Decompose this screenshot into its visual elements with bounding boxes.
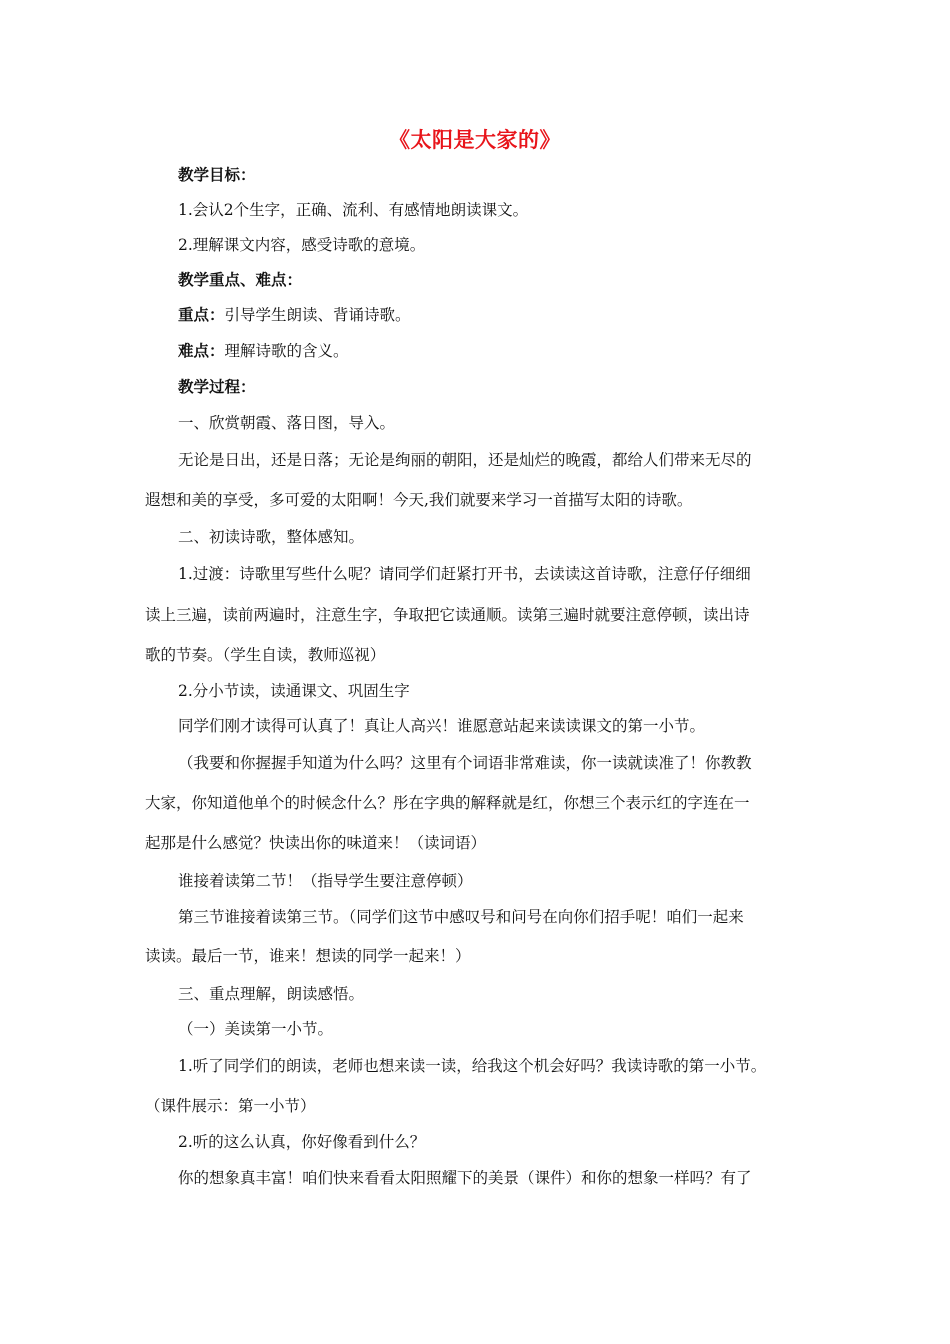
paragraph-line: 一、欣赏朝霞、落日图，导入。 [178,414,396,432]
paragraph-line: 同学们刚才读得可认真了！真让人高兴！谁愿意站起来读读课文的第一小节。 [178,717,706,735]
paragraph-line: 三、重点理解，朗读感悟。 [178,985,365,1003]
key-point-label: 重点： [178,306,225,324]
paragraph-line: 1.过渡：诗歌里写些什么呢？请同学们赶紧打开书，去读读这首诗歌，注意仔仔细细 [178,565,751,583]
paragraph-line: 你的想象真丰富！咱们快来看看太阳照耀下的美景（课件）和你的想象一样吗？有了 [178,1169,752,1187]
paragraph-line: 读读。最后一节，谁来！想读的同学一起来！） [145,947,471,965]
paragraph-line: 1.会认2个生字，正确、流利、有感情地朗读课文。 [178,201,529,219]
paragraph-line: 2.理解课文内容，感受诗歌的意境。 [178,236,426,254]
paragraph-line: 大家，你知道他单个的时候念什么？彤在字典的解释就是红，你想三个表示红的字连在一 [145,794,750,812]
paragraph-line: 遐想和美的享受，多可爱的太阳啊！今天,我们就要来学习一首描写太阳的诗歌。 [145,491,693,509]
paragraph-line: （一）美读第一小节。 [178,1020,334,1038]
document-title: 《太阳是大家的》 [389,128,561,152]
paragraph-line: 起那是什么感觉？快读出你的味道来！（读词语） [145,834,487,852]
paragraph-line: 二、初读诗歌，整体感知。 [178,528,365,546]
paragraph-line: 读上三遍，读前两遍时，注意生字，争取把它读通顺。读第三遍时就要注意停顿，读出诗 [145,606,750,624]
key-point-text: 引导学生朗读、背诵诗歌。 [224,306,411,324]
paragraph-line-key-point [178,305,411,325]
paragraph-line: 谁接着读第二节！（指导学生要注意停顿） [178,872,473,890]
paragraph-line: 无论是日出，还是日落；无论是绚丽的朝阳，还是灿烂的晚霞，都给人们带来无尽的 [178,451,752,469]
paragraph-line: 歌的节奏。（学生自读，教师巡视） [145,646,386,664]
paragraph-line-difficulty [178,341,349,361]
paragraph-line: 第三节谁接着读第三节。（同学们这节中感叹号和问号在向你们招手呢！咱们一起来 [178,908,744,926]
paragraph-line: （我要和你握握手知道为什么吗？这里有个词语非常难读，你一读就读准了！你教教 [178,754,752,772]
section-heading-process: 教学过程： [178,378,256,396]
difficulty-text: 理解诗歌的含义。 [224,342,349,360]
paragraph-line: 2.分小节读，读通课文、巩固生字 [178,682,410,700]
difficulty-label: 难点： [178,342,225,360]
section-heading-key-points: 教学重点、难点： [178,271,303,289]
paragraph-line: 1.听了同学们的朗读，老师也想来读一读，给我这个机会好吗？我读诗歌的第一小节。 [178,1057,767,1075]
paragraph-line: （课件展示：第一小节） [145,1097,316,1115]
paragraph-line: 2.听的这么认真，你好像看到什么？ [178,1133,426,1151]
section-heading-objectives: 教学目标： [178,166,256,184]
